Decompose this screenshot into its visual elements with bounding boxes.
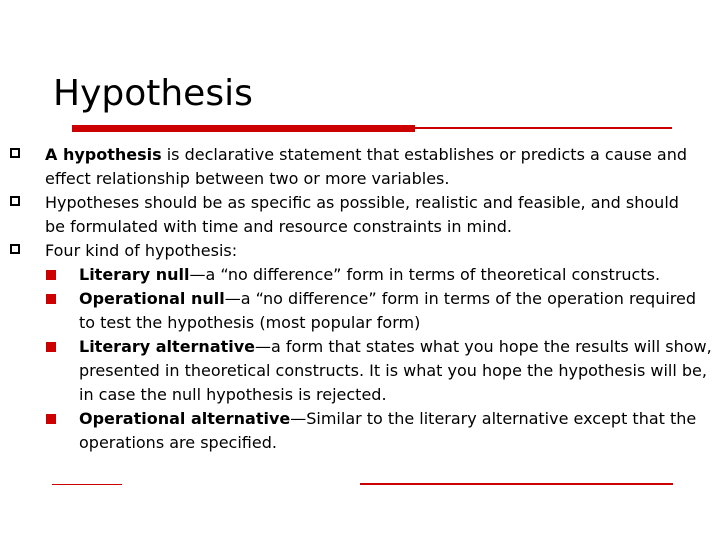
solid-square-icon <box>46 294 56 304</box>
footer-rule <box>360 483 673 485</box>
bullet-text: is declarative statement that establishes or predicts a cause and effect relationship between two or more variables. <box>45 145 687 188</box>
bullet-item <box>0 143 720 191</box>
sub-bullet-item <box>0 263 720 287</box>
bullet-bold-text: Literary null <box>79 265 190 284</box>
solid-square-icon <box>46 270 56 280</box>
solid-square-icon <box>46 342 56 352</box>
hollow-square-icon <box>10 244 20 254</box>
bullet-text: —a form that states what you hope the results will show, presented in theoretical constructs. It is what you hope the hypothesis will be, in case the null hypothesis is rejected. <box>79 337 712 404</box>
sub-bullet-item <box>0 287 720 335</box>
hollow-square-icon <box>10 148 20 158</box>
bullet-text: —a “no difference” form in terms of the operation required to test the hypothesis (most popular form) <box>79 289 697 332</box>
bullet-item <box>0 191 720 239</box>
bullet-text: Hypotheses should be as specific as possible, realistic and feasible, and should be formulated with time and resource constraints in mind. <box>45 193 679 236</box>
title-underline <box>72 125 672 132</box>
title-underline-accent <box>72 125 415 132</box>
bullet-text: Four kind of hypothesis: <box>45 241 238 260</box>
bullet-item <box>0 239 720 263</box>
solid-square-icon <box>46 414 56 424</box>
slide-title: Hypothesis <box>53 73 253 114</box>
bullet-bold-text: A hypothesis <box>45 145 162 164</box>
bullet-list <box>0 143 720 455</box>
bullet-text: —a “no difference” form in terms of theoretical constructs. <box>189 265 661 284</box>
title-underline-thin <box>415 127 672 129</box>
footer-rule-left <box>52 484 122 485</box>
bullet-bold-text: Literary alternative <box>79 337 256 356</box>
sub-bullet-item <box>0 335 720 407</box>
bullet-text: —Similar to the literary alternative except that the operations are specified. <box>79 409 697 452</box>
bullet-bold-text: Operational alternative <box>79 409 291 428</box>
hollow-square-icon <box>10 196 20 206</box>
bullet-bold-text: Operational null <box>79 289 225 308</box>
sub-bullet-item <box>0 407 720 455</box>
